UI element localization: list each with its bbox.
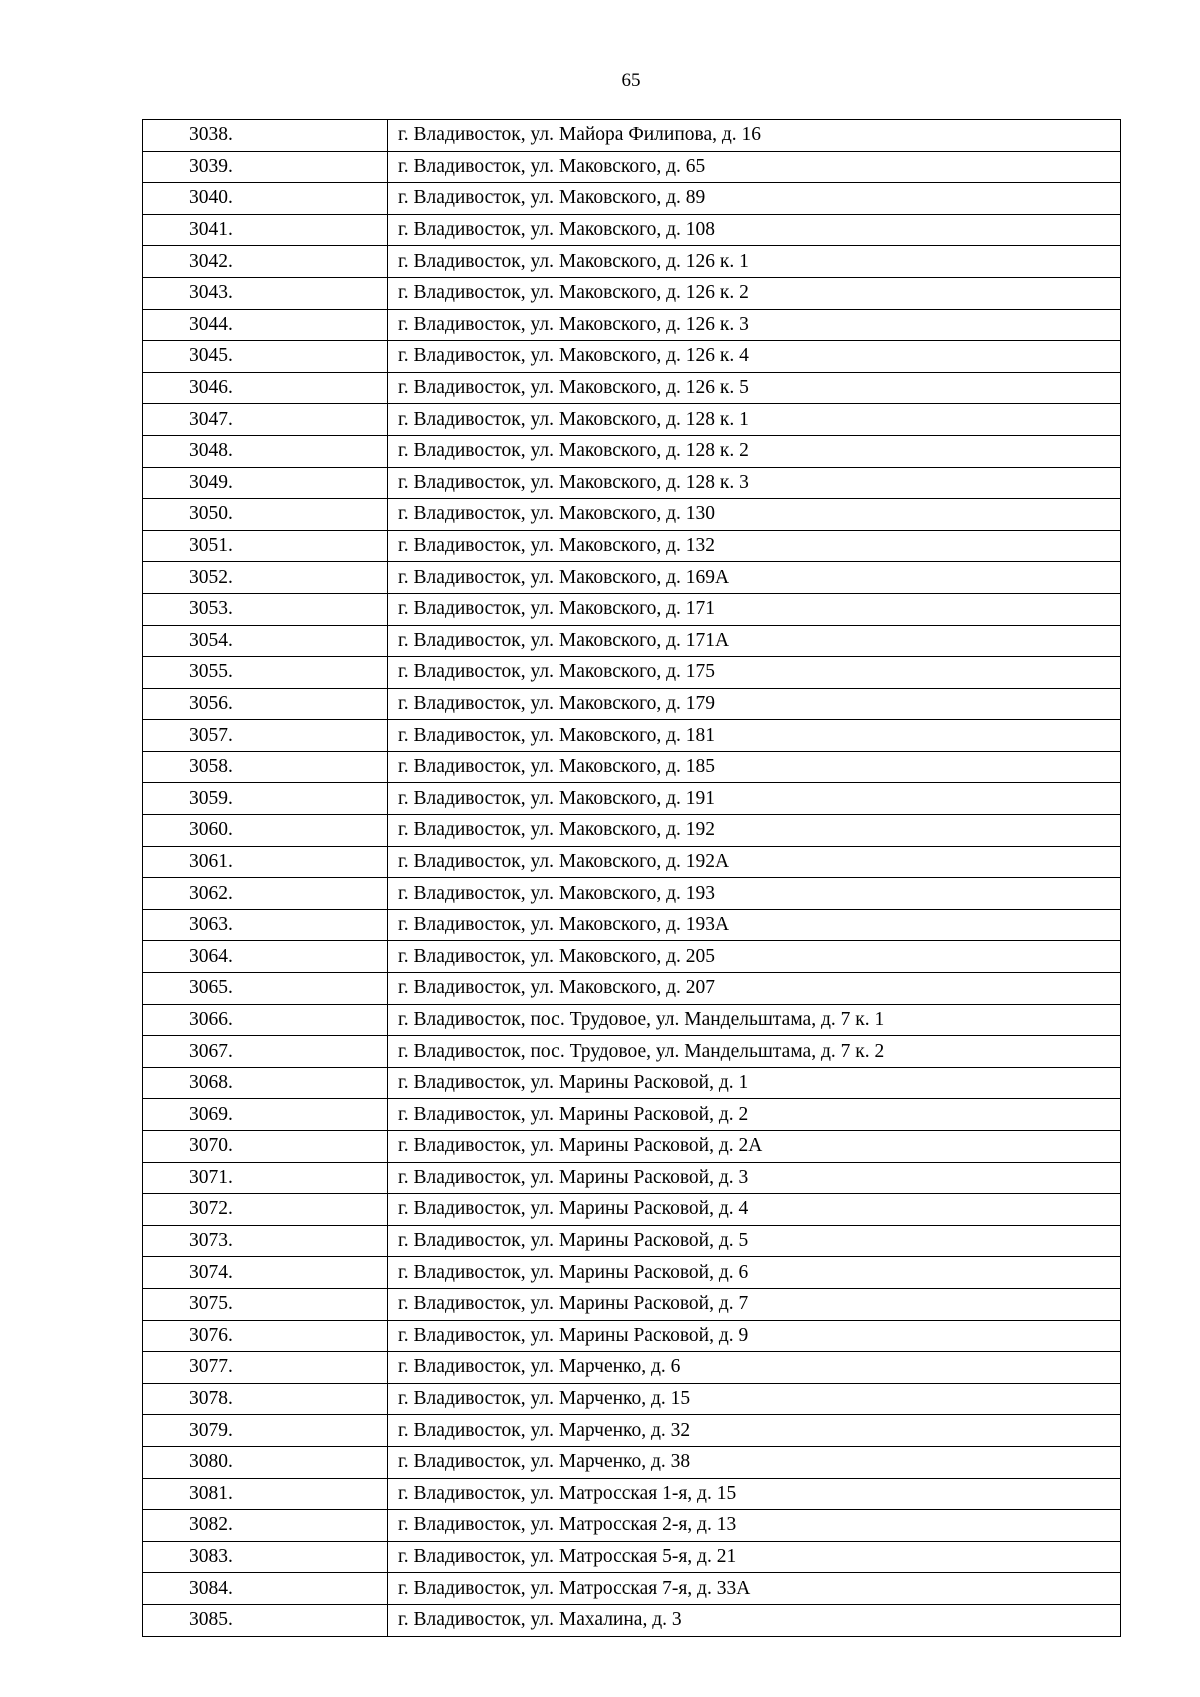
row-number-cell: 3074.	[143, 1257, 388, 1289]
address-cell: г. Владивосток, ул. Матросская 1-я, д. 15	[388, 1478, 1121, 1510]
row-number-cell: 3057.	[143, 720, 388, 752]
address-cell: г. Владивосток, пос. Трудовое, ул. Мандельштама, д. 7 к. 2	[388, 1036, 1121, 1068]
table-row	[143, 120, 1121, 152]
row-number-cell: 3069.	[143, 1099, 388, 1131]
address-cell: г. Владивосток, ул. Маковского, д. 126 к. 5	[388, 372, 1121, 404]
row-number-cell: 3068.	[143, 1067, 388, 1099]
address-cell: г. Владивосток, ул. Маковского, д. 171	[388, 593, 1121, 625]
table-row	[143, 973, 1121, 1005]
address-cell: г. Владивосток, ул. Маковского, д. 192	[388, 815, 1121, 847]
table-row	[143, 435, 1121, 467]
row-number-cell: 3065.	[143, 973, 388, 1005]
row-number-cell: 3082.	[143, 1510, 388, 1542]
row-number-cell: 3062.	[143, 878, 388, 910]
row-number-cell: 3059.	[143, 783, 388, 815]
table-row	[143, 183, 1121, 215]
row-number-cell: 3084.	[143, 1573, 388, 1605]
address-cell: г. Владивосток, ул. Марины Расковой, д. 9	[388, 1320, 1121, 1352]
row-number-cell: 3044.	[143, 309, 388, 341]
table-row	[143, 1383, 1121, 1415]
table-row	[143, 1067, 1121, 1099]
address-cell: г. Владивосток, ул. Маковского, д. 179	[388, 688, 1121, 720]
row-number-cell: 3070.	[143, 1131, 388, 1163]
address-cell: г. Владивосток, ул. Марины Расковой, д. 2А	[388, 1131, 1121, 1163]
table-row	[143, 1352, 1121, 1384]
table-row	[143, 1099, 1121, 1131]
row-number-cell: 3047.	[143, 404, 388, 436]
table-row	[143, 941, 1121, 973]
row-number-cell: 3042.	[143, 246, 388, 278]
row-number-cell: 3048.	[143, 435, 388, 467]
address-cell: г. Владивосток, ул. Маковского, д. 171А	[388, 625, 1121, 657]
table-row	[143, 751, 1121, 783]
row-number-cell: 3050.	[143, 499, 388, 531]
table-row	[143, 1194, 1121, 1226]
table-row	[143, 688, 1121, 720]
row-number-cell: 3060.	[143, 815, 388, 847]
table-row	[143, 151, 1121, 183]
address-cell: г. Владивосток, ул. Маковского, д. 132	[388, 530, 1121, 562]
table-row	[143, 467, 1121, 499]
table-row	[143, 625, 1121, 657]
address-cell: г. Владивосток, ул. Марины Расковой, д. 1	[388, 1067, 1121, 1099]
address-cell: г. Владивосток, ул. Марины Расковой, д. 6	[388, 1257, 1121, 1289]
row-number-cell: 3083.	[143, 1541, 388, 1573]
table-row	[143, 309, 1121, 341]
table-row	[143, 878, 1121, 910]
address-cell: г. Владивосток, ул. Маковского, д. 130	[388, 499, 1121, 531]
table-row	[143, 1541, 1121, 1573]
table-row	[143, 1446, 1121, 1478]
row-number-cell: 3075.	[143, 1288, 388, 1320]
address-cell: г. Владивосток, ул. Марченко, д. 38	[388, 1446, 1121, 1478]
address-cell: г. Владивосток, ул. Марченко, д. 15	[388, 1383, 1121, 1415]
row-number-cell: 3053.	[143, 593, 388, 625]
row-number-cell: 3055.	[143, 657, 388, 689]
table-row	[143, 1510, 1121, 1542]
table-row	[143, 815, 1121, 847]
address-cell: г. Владивосток, пос. Трудовое, ул. Мандельштама, д. 7 к. 1	[388, 1004, 1121, 1036]
table-row	[143, 1478, 1121, 1510]
address-cell: г. Владивосток, ул. Марины Расковой, д. 3	[388, 1162, 1121, 1194]
address-cell: г. Владивосток, ул. Маковского, д. 169А	[388, 562, 1121, 594]
table-row	[143, 530, 1121, 562]
address-cell: г. Владивосток, ул. Махалина, д. 3	[388, 1604, 1121, 1636]
address-cell: г. Владивосток, ул. Марины Расковой, д. 7	[388, 1288, 1121, 1320]
row-number-cell: 3071.	[143, 1162, 388, 1194]
address-cell: г. Владивосток, ул. Маковского, д. 205	[388, 941, 1121, 973]
address-cell: г. Владивосток, ул. Матросская 7-я, д. 33А	[388, 1573, 1121, 1605]
row-number-cell: 3054.	[143, 625, 388, 657]
address-cell: г. Владивосток, ул. Маковского, д. 128 к. 2	[388, 435, 1121, 467]
row-number-cell: 3043.	[143, 277, 388, 309]
table-row	[143, 593, 1121, 625]
address-cell: г. Владивосток, ул. Маковского, д. 65	[388, 151, 1121, 183]
row-number-cell: 3079.	[143, 1415, 388, 1447]
address-cell: г. Владивосток, ул. Маковского, д. 185	[388, 751, 1121, 783]
address-cell: г. Владивосток, ул. Маковского, д. 126 к. 2	[388, 277, 1121, 309]
address-cell: г. Владивосток, ул. Маковского, д. 181	[388, 720, 1121, 752]
address-cell: г. Владивосток, ул. Марины Расковой, д. 2	[388, 1099, 1121, 1131]
table-row	[143, 909, 1121, 941]
row-number-cell: 3058.	[143, 751, 388, 783]
page-number: 65	[621, 70, 641, 91]
row-number-cell: 3045.	[143, 341, 388, 373]
table-row	[143, 1415, 1121, 1447]
row-number-cell: 3049.	[143, 467, 388, 499]
table-row	[143, 1604, 1121, 1636]
row-number-cell: 3041.	[143, 214, 388, 246]
address-cell: г. Владивосток, ул. Маковского, д. 126 к. 3	[388, 309, 1121, 341]
address-cell: г. Владивосток, ул. Маковского, д. 193А	[388, 909, 1121, 941]
address-cell: г. Владивосток, ул. Марченко, д. 32	[388, 1415, 1121, 1447]
table-row	[143, 404, 1121, 436]
address-cell: г. Владивосток, ул. Марины Расковой, д. 5	[388, 1225, 1121, 1257]
table-row	[143, 341, 1121, 373]
table-row	[143, 783, 1121, 815]
row-number-cell: 3077.	[143, 1352, 388, 1384]
row-number-cell: 3063.	[143, 909, 388, 941]
row-number-cell: 3081.	[143, 1478, 388, 1510]
row-number-cell: 3056.	[143, 688, 388, 720]
address-cell: г. Владивосток, ул. Марченко, д. 6	[388, 1352, 1121, 1384]
address-cell: г. Владивосток, ул. Матросская 2-я, д. 13	[388, 1510, 1121, 1542]
row-number-cell: 3072.	[143, 1194, 388, 1226]
address-cell: г. Владивосток, ул. Маковского, д. 207	[388, 973, 1121, 1005]
address-cell: г. Владивосток, ул. Марины Расковой, д. 4	[388, 1194, 1121, 1226]
table-row	[143, 214, 1121, 246]
row-number-cell: 3067.	[143, 1036, 388, 1068]
address-cell: г. Владивосток, ул. Маковского, д. 128 к. 3	[388, 467, 1121, 499]
row-number-cell: 3039.	[143, 151, 388, 183]
address-cell: г. Владивосток, ул. Маковского, д. 126 к. 1	[388, 246, 1121, 278]
table-row	[143, 1573, 1121, 1605]
row-number-cell: 3080.	[143, 1446, 388, 1478]
address-table-body	[143, 120, 1121, 1637]
row-number-cell: 3052.	[143, 562, 388, 594]
table-row	[143, 657, 1121, 689]
row-number-cell: 3051.	[143, 530, 388, 562]
table-row	[143, 1257, 1121, 1289]
address-cell: г. Владивосток, ул. Маковского, д. 128 к. 1	[388, 404, 1121, 436]
row-number-cell: 3038.	[143, 120, 388, 152]
address-cell: г. Владивосток, ул. Матросская 5-я, д. 21	[388, 1541, 1121, 1573]
row-number-cell: 3085.	[143, 1604, 388, 1636]
row-number-cell: 3078.	[143, 1383, 388, 1415]
address-table	[142, 119, 1121, 1637]
row-number-cell: 3066.	[143, 1004, 388, 1036]
address-cell: г. Владивосток, ул. Маковского, д. 126 к. 4	[388, 341, 1121, 373]
table-row	[143, 499, 1121, 531]
table-row	[143, 277, 1121, 309]
row-number-cell: 3076.	[143, 1320, 388, 1352]
row-number-cell: 3061.	[143, 846, 388, 878]
table-row	[143, 1004, 1121, 1036]
address-cell: г. Владивосток, ул. Маковского, д. 193	[388, 878, 1121, 910]
address-cell: г. Владивосток, ул. Маковского, д. 89	[388, 183, 1121, 215]
table-row	[143, 1162, 1121, 1194]
table-row	[143, 1036, 1121, 1068]
table-row	[143, 1320, 1121, 1352]
row-number-cell: 3064.	[143, 941, 388, 973]
table-row	[143, 720, 1121, 752]
table-row	[143, 1131, 1121, 1163]
row-number-cell: 3046.	[143, 372, 388, 404]
address-cell: г. Владивосток, ул. Маковского, д. 192А	[388, 846, 1121, 878]
table-row	[143, 246, 1121, 278]
address-cell: г. Владивосток, ул. Маковского, д. 191	[388, 783, 1121, 815]
table-row	[143, 846, 1121, 878]
table-row	[143, 372, 1121, 404]
address-cell: г. Владивосток, ул. Маковского, д. 108	[388, 214, 1121, 246]
address-cell: г. Владивосток, ул. Майора Филипова, д. 16	[388, 120, 1121, 152]
address-cell: г. Владивосток, ул. Маковского, д. 175	[388, 657, 1121, 689]
row-number-cell: 3073.	[143, 1225, 388, 1257]
table-row	[143, 1225, 1121, 1257]
row-number-cell: 3040.	[143, 183, 388, 215]
table-row	[143, 1288, 1121, 1320]
table-row	[143, 562, 1121, 594]
